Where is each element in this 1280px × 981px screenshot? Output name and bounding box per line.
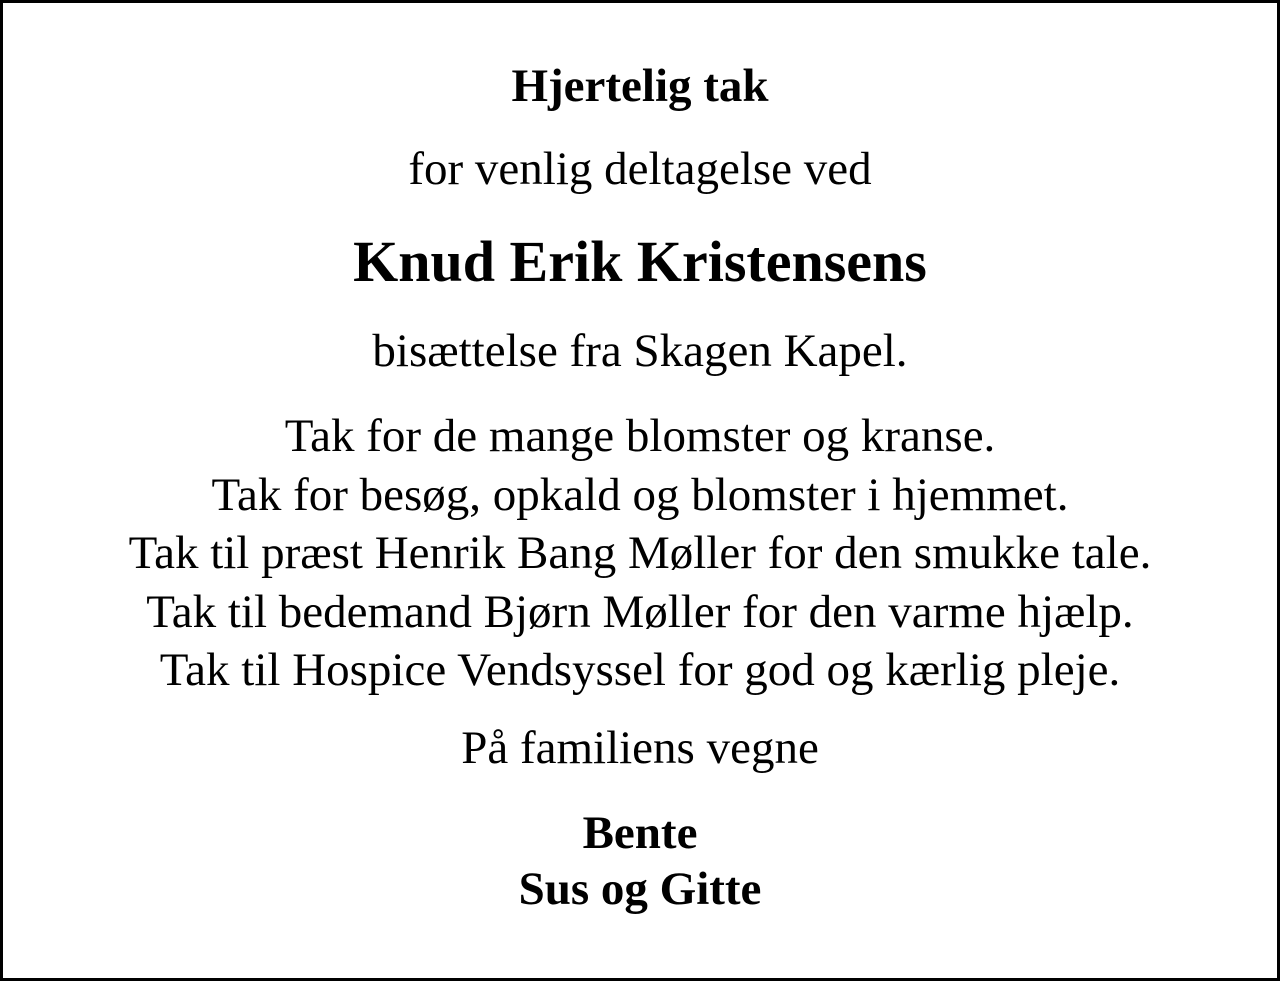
closing-line: På familiens vegne: [461, 722, 819, 774]
signature-name: Sus og Gitte: [518, 863, 762, 915]
signature-name: Bente: [582, 807, 698, 859]
thanks-line: Tak til Hospice Vendsyssel for god og kærlig pleje.: [159, 644, 1121, 696]
thanks-line: Tak til bedemand Bjørn Møller for den varme hjælp.: [146, 585, 1134, 638]
service-location: bisættelse fra Skagen Kapel.: [372, 325, 908, 377]
thanks-line: Tak til præst Henrik Bang Møller for den smukke tale.: [128, 527, 1152, 579]
deceased-name: Knud Erik Kristensens: [353, 229, 927, 294]
thanks-list: [3, 407, 1277, 700]
notice-heading: Hjertelig tak: [511, 60, 769, 112]
thanks-line: Tak for besøg, opkald og blomster i hjemmet.: [211, 468, 1069, 521]
signatures: [3, 805, 1277, 917]
thanks-line: Tak for de mange blomster og kranse.: [284, 410, 996, 462]
notice-intro: for venlig deltagelse ved: [408, 143, 872, 195]
